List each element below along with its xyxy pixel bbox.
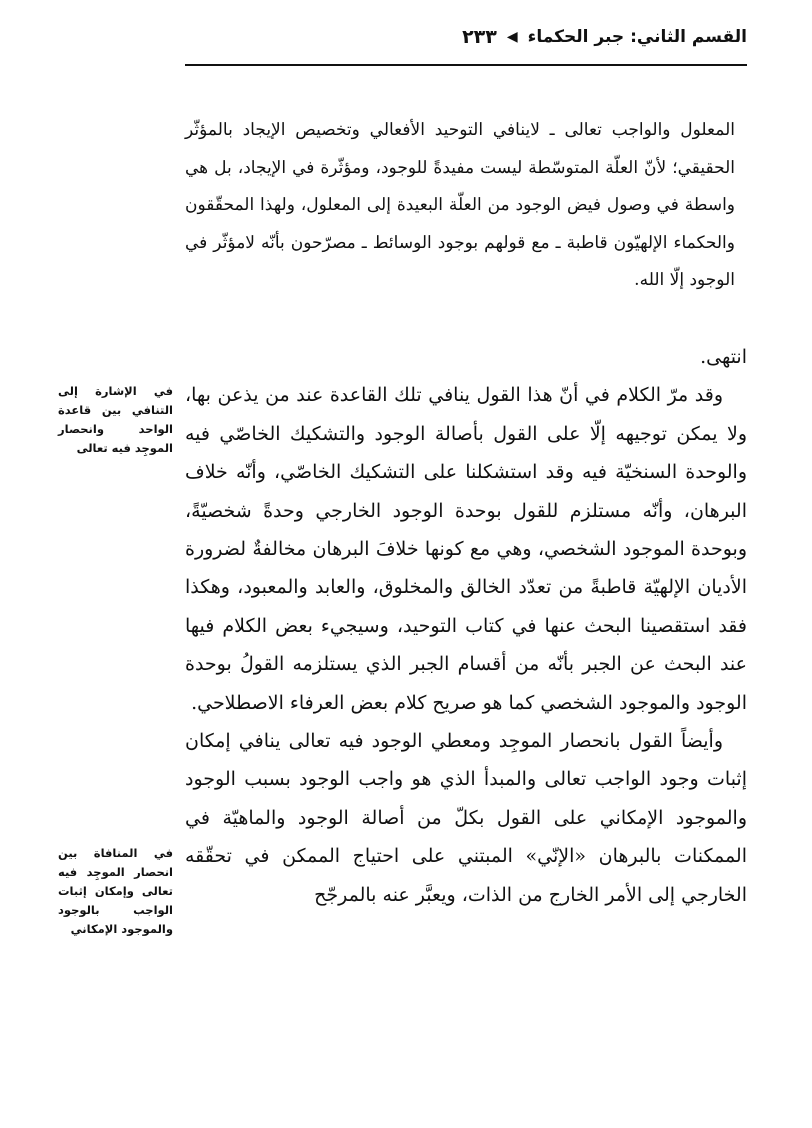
quote-text: المعلول والواجب تعالى ـ لاينافي التوحيد الأفعالي وتخصيص الإيجاد بالمؤثّر الحقيقي؛ لأنّ العلّة المتوسّطة ليست مفيدةً للوجود، ومؤثّرة في الإيجاد، بل هي واسطة في وصول فيض الوجود من العلّة البعيدة إلى المعلول، ولهذا المحقّقون والحكماء الإلهيّون قاطبة ـ مع قولهم بوجود الوسائط ـ مصرّحون بأنّه لامؤثّر في الوجود إلّا الله. — [185, 120, 735, 290]
header-arrow-icon: ◀ — [506, 29, 518, 45]
body-paragraph: وأيضاً القول بانحصار الموجِد ومعطي الوجود فيه تعالى ينافي إمكان إثبات وجود الواجب تعالى والمبدأ الذي هو واجب الوجود بسبب الوجود والموجود الإمكاني على القول بكلّ من أصالة الوجود والماهيّة في الممكنات بالبرهان «الإنّي» المبتني على احتياج الممكن في تحقّقه الخارجي إلى الأمر الخارج من الذات، ويعبَّر عنه بالمرجّح — [185, 730, 747, 906]
quoted-passage — [185, 112, 735, 300]
header-divider — [185, 64, 747, 66]
end-of-quote-marker: انتهى. — [700, 346, 747, 368]
body-paragraph: وقد مرّ الكلام في أنّ هذا القول ينافي تلك القاعدة عند من يذعن بها، ولا يمكن توجيهه إلّا على القول بأصالة الوجود والتشكيك الخاصّي فيه والوحدة السنخيّة فيه وقد استشكلنا على التشكيك الخاصّي، وأنّه خلاف البرهان، وأنّه مستلزم للقول بوحدة الوجود الخارجي وحدةً شخصيّةً، وبوحدة الموجود الشخصي، وهي مع كونها خلافَ البرهان مخالفةٌ لضرورة الأديان الإلهيّة قاطبةً من تعدّد الخالق والمخلوق، والعابد والمعبود، وهكذا فقد استقصينا البحث عنها في كتاب التوحيد، وسيجيء بعض الكلام فيها عند البحث عن الجبر بأنّه من أقسام الجبر الذي يستلزمه القولُ بوحدة الوجود والموجود الشخصي كما هو صريح كلام بعض العرفاء الاصطلاحي. — [185, 384, 747, 714]
running-header — [212, 26, 747, 58]
header-title: القسم الثاني: جبر الحكماء — [527, 27, 747, 47]
margin-note: في المنافاة بين انحصار الموجِد فيه تعالى وإمكان إثبات الواجب بالوجود والموجود الإمكاني — [58, 846, 173, 936]
main-text — [185, 338, 747, 914]
page-number: ٢٣٣ — [462, 26, 497, 48]
margin-note: في الإشارة إلى التنافي بين قاعدة الواحد وانحصار الموجِد فيه تعالى — [58, 384, 173, 455]
